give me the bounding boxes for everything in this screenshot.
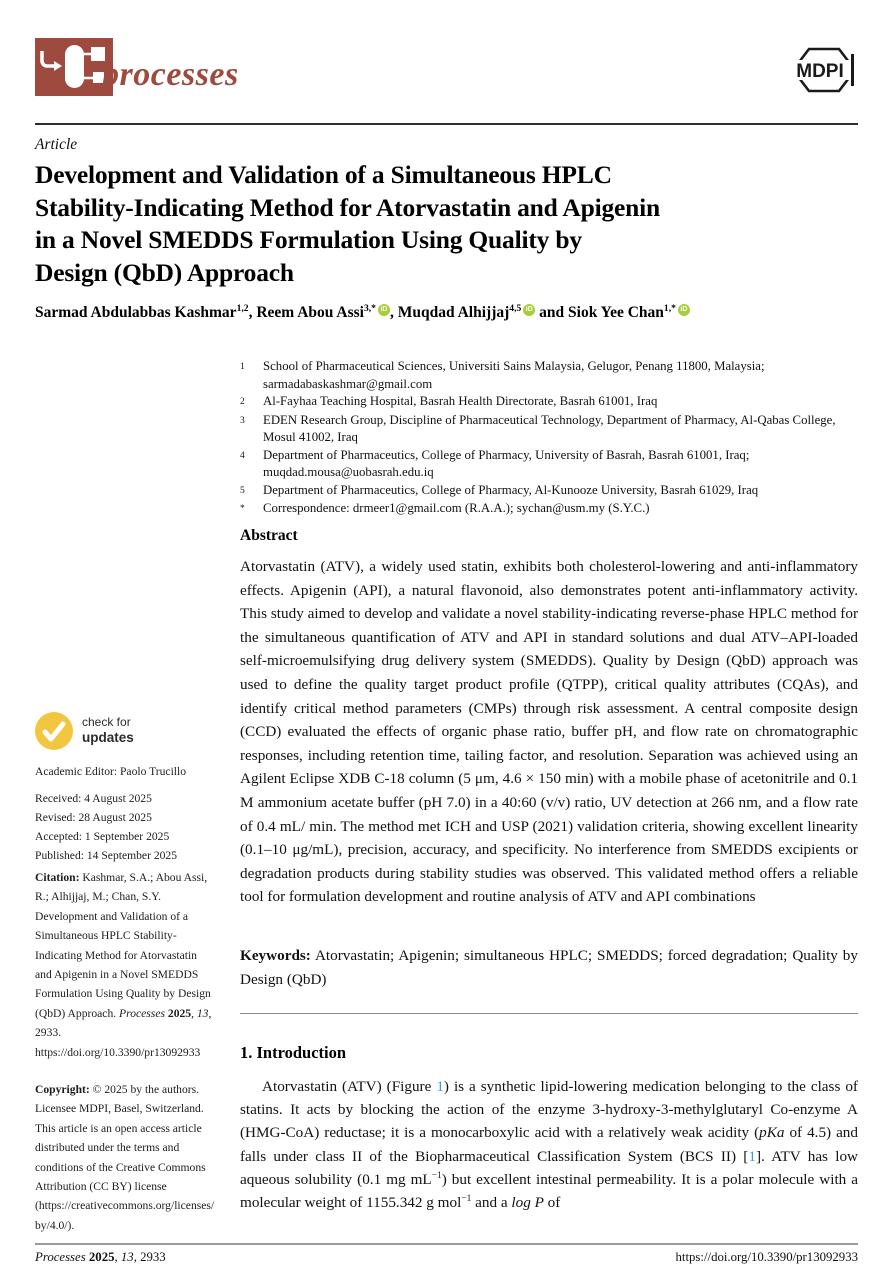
author-line	[35, 304, 858, 322]
affiliation-item	[240, 482, 860, 501]
citation-year: 2025	[167, 1006, 192, 1020]
copyright-block	[35, 1080, 216, 1235]
text-segment: and a	[471, 1194, 512, 1212]
author-name: Sarmad Abdulabbas Kashmar	[35, 304, 237, 322]
keywords-label: Keywords:	[240, 947, 311, 964]
affiliation-item	[240, 412, 860, 447]
check-icon	[35, 712, 73, 750]
text-segment-italic: pKa	[759, 1124, 785, 1142]
author-affil-sup: 3,*	[363, 303, 376, 314]
orcid-icon[interactable]: iD	[523, 304, 535, 316]
superscript-segment: −1	[461, 1193, 472, 1204]
citation-text: Kashmar, S.A.; Abou Assi, R.; Alhijjaj, M.; Chan, S.Y. Development and Validation of a Simultaneous HPLC Stability-Indicating Method for Atorvastatin and Apigenin in a Novel SMEDDS Formulation Using Quality by Design (QbD) Approach.	[35, 871, 211, 1020]
affiliation-item	[240, 358, 860, 393]
article-type-label: Article	[35, 136, 78, 153]
affiliation-text: School of Pharmaceutical Sciences, Universiti Sains Malaysia, Gelugor, Penang 11800, Malaysia; sarmadabaskashmar@gmail.com	[263, 359, 765, 391]
text-segment: ) is a synthetic lipid-lowering medication belonging to the class of statins. It acts by blocking the action of the enzyme 3-hydroxy-3-methylglutaryl Co-enzyme A (HMG-CoA) reductase; it is a monocarboxylic acid with a relatively weak acidity (	[240, 1078, 858, 1142]
affiliation-text: EDEN Research Group, Discipline of Pharmaceutical Technology, Department of Pharmacy, Al-Qabas College, Mosul 41002, Iraq	[263, 412, 836, 444]
affiliation-text: Al-Fayhaa Teaching Hospital, Basrah Health Directorate, Basrah 61001, Iraq	[263, 394, 658, 408]
footer-divider	[35, 1243, 858, 1245]
affiliation-marker: 2	[240, 397, 245, 407]
reference-1-link[interactable]: 1	[748, 1147, 756, 1165]
affiliation-marker: 3	[240, 415, 245, 426]
footer-journal: Processes	[35, 1250, 89, 1264]
text-segment: Atorvastatin (ATV) (Figure	[262, 1078, 437, 1095]
published-date: Published: 14 September 2025	[35, 849, 178, 862]
citation-journal: Processes	[119, 1006, 168, 1020]
footer-year: 2025	[88, 1250, 115, 1264]
title-line: Design (QbD) Approach	[35, 257, 294, 287]
copyright-label: Copyright:	[35, 1083, 93, 1096]
affiliation-text: Department of Pharmaceutics, College of Pharmacy, University of Basrah, Basrah 61001, Iraq; muqdad.mousa@uobasrah.edu.iq	[263, 447, 750, 479]
footer-article-number: , 2933	[133, 1250, 166, 1264]
keywords-block	[240, 944, 858, 991]
orcid-icon[interactable]: iD	[378, 304, 390, 316]
section-divider	[240, 1013, 858, 1014]
academic-editor: Academic Editor: Paolo Trucillo	[35, 765, 187, 778]
check-for-updates-badge[interactable]	[35, 712, 134, 750]
check-for-updates-label: check for updates	[82, 715, 134, 746]
affiliation-marker: 5	[240, 485, 245, 496]
correspondence-item	[240, 500, 860, 519]
title-line: Stability-Indicating Method for Atorvastatin and Apigenin	[35, 192, 661, 222]
author-separator: ,	[248, 304, 257, 322]
orcid-icon[interactable]: iD	[678, 304, 690, 316]
abstract-text: Atorvastatin (ATV), a widely used statin, exhibits both cholesterol-lowering and anti-inflammatory effects. Apigenin (API), a natural flavonoid, also demonstrates potent anti-inflammatory activity. This study aimed to develop and validate a novel stability-indicating reverse-phase HPLC method for the simultaneous quantification of ATV and API in standard solutions and dual ATV–API-loaded self-microemulsifying drug delivery system (SMEDDS). Quality by Design (QbD) approach was used to define the quality target product profile (QTPP), critical quality attributes (CQAs), and identify critical method parameters (CMPs) through risk assessment. A central composite design (CCD) evaluated the effects of organic phase ratio, buffer pH, and flow rate on chromatographic responses, including retention time, tailing factor, and resolution. Separation was achieved using an Agilent Eclipse XDB C-18 column (5 μm, 4.6 × 150 min) with a mobile phase of acetonitrile and 0.1 M ammonium acetate buffer (pH 7.0) in a 40:60 (v/v) ratio, UV detection at 266 nm, and a flow rate of 0.4 mL/ min. The method met ICH and USP (2021) validation criteria, showing excellent linearity (0.1–10 μg/mL), precision, accuracy, and specificity. No interference from SMEDDS excipients or degradation products during stability studies was observed. This validated method offers a reliable tool for formulation development and routine analysis of ATV and API combinations	[240, 558, 858, 906]
citation-block	[35, 868, 216, 1062]
text-segment: ) but excellent intestinal permeability. It is a polar molecule with a molecular weight of 1155.342 g mol	[240, 1170, 858, 1212]
affiliation-item	[240, 393, 860, 412]
header-divider	[35, 123, 858, 125]
footer-doi-link[interactable]: https://doi.org/10.3390/pr13092933	[675, 1250, 858, 1264]
affiliation-marker: 1	[240, 362, 245, 372]
affiliations-block	[240, 358, 860, 519]
figure-1-link[interactable]: 1	[436, 1078, 444, 1095]
citation-sep: ,	[191, 1006, 197, 1020]
author-affil-sup: 1,2	[236, 303, 249, 314]
journal-name: processes	[102, 56, 239, 93]
introduction-paragraph	[240, 1075, 858, 1214]
correspondence-text: Correspondence: drmeer1@gmail.com (R.A.A.); sychan@usm.my (S.Y.C.)	[263, 501, 650, 515]
title-line: Development and Validation of a Simultaneous HPLC	[35, 160, 612, 189]
author-separator: ,	[389, 304, 398, 322]
footer-journal-reference	[35, 1250, 166, 1265]
author-name: Reem Abou Assi	[256, 304, 364, 322]
page-title	[35, 159, 858, 289]
affiliation-marker: 4	[240, 450, 245, 461]
mdpi-logo[interactable]	[789, 43, 859, 102]
affiliation-item	[240, 447, 860, 482]
keywords-text: Atorvastatin; Apigenin; simultaneous HPLC; SMEDDS; forced degradation; Quality by Design (QbD)	[240, 947, 858, 988]
introduction-heading: 1. Introduction	[240, 1043, 347, 1062]
mdpi-label: MDPI	[796, 61, 844, 82]
citation-label: Citation:	[35, 871, 83, 884]
correspondence-marker: *	[240, 504, 245, 514]
text-segment: of	[543, 1194, 561, 1212]
text-segment: of 4.5) and falls under class II of the Biopharmaceutical Classification System (BCS II) [	[240, 1124, 858, 1165]
copyright-text: © 2025 by the authors. Licensee MDPI, Basel, Switzerland. This article is an open access article distributed under the terms and conditions of the Creative Commons Attribution (CC BY) license (https://creativecommons.org/licenses/by/4.0/).	[35, 1083, 215, 1232]
footer-sep: ,	[114, 1250, 121, 1264]
text-segment: ]. ATV has low aqueous solubility (0.1 mg mL	[240, 1147, 859, 1188]
affiliation-text: Department of Pharmaceutics, College of Pharmacy, Al-Kunooze University, Basrah 61029, Iraq	[263, 482, 759, 497]
author-name: Muqdad Alhijjaj	[397, 304, 510, 322]
superscript-segment: −1	[431, 1170, 442, 1181]
article-dates	[35, 789, 216, 865]
citation-doi[interactable]: , 2933. https://doi.org/10.3390/pr13092933	[35, 1006, 212, 1059]
citation-volume: 13	[196, 1006, 209, 1020]
author-name: Siok Yee Chan	[568, 304, 664, 322]
footer-volume: 13	[120, 1250, 134, 1264]
accepted-date: Accepted: 1 September 2025	[35, 830, 170, 843]
text-segment-italic: log P	[511, 1194, 544, 1212]
author-affil-sup: 1,*	[663, 303, 676, 314]
title-line: in a Novel SMEDDS Formulation Using Quality by	[35, 225, 582, 254]
abstract-heading: Abstract	[240, 527, 298, 544]
author-separator: and	[535, 304, 569, 322]
revised-date: Revised: 28 August 2025	[35, 811, 152, 824]
author-affil-sup: 4,5	[509, 303, 522, 314]
received-date: Received: 4 August 2025	[35, 792, 152, 805]
